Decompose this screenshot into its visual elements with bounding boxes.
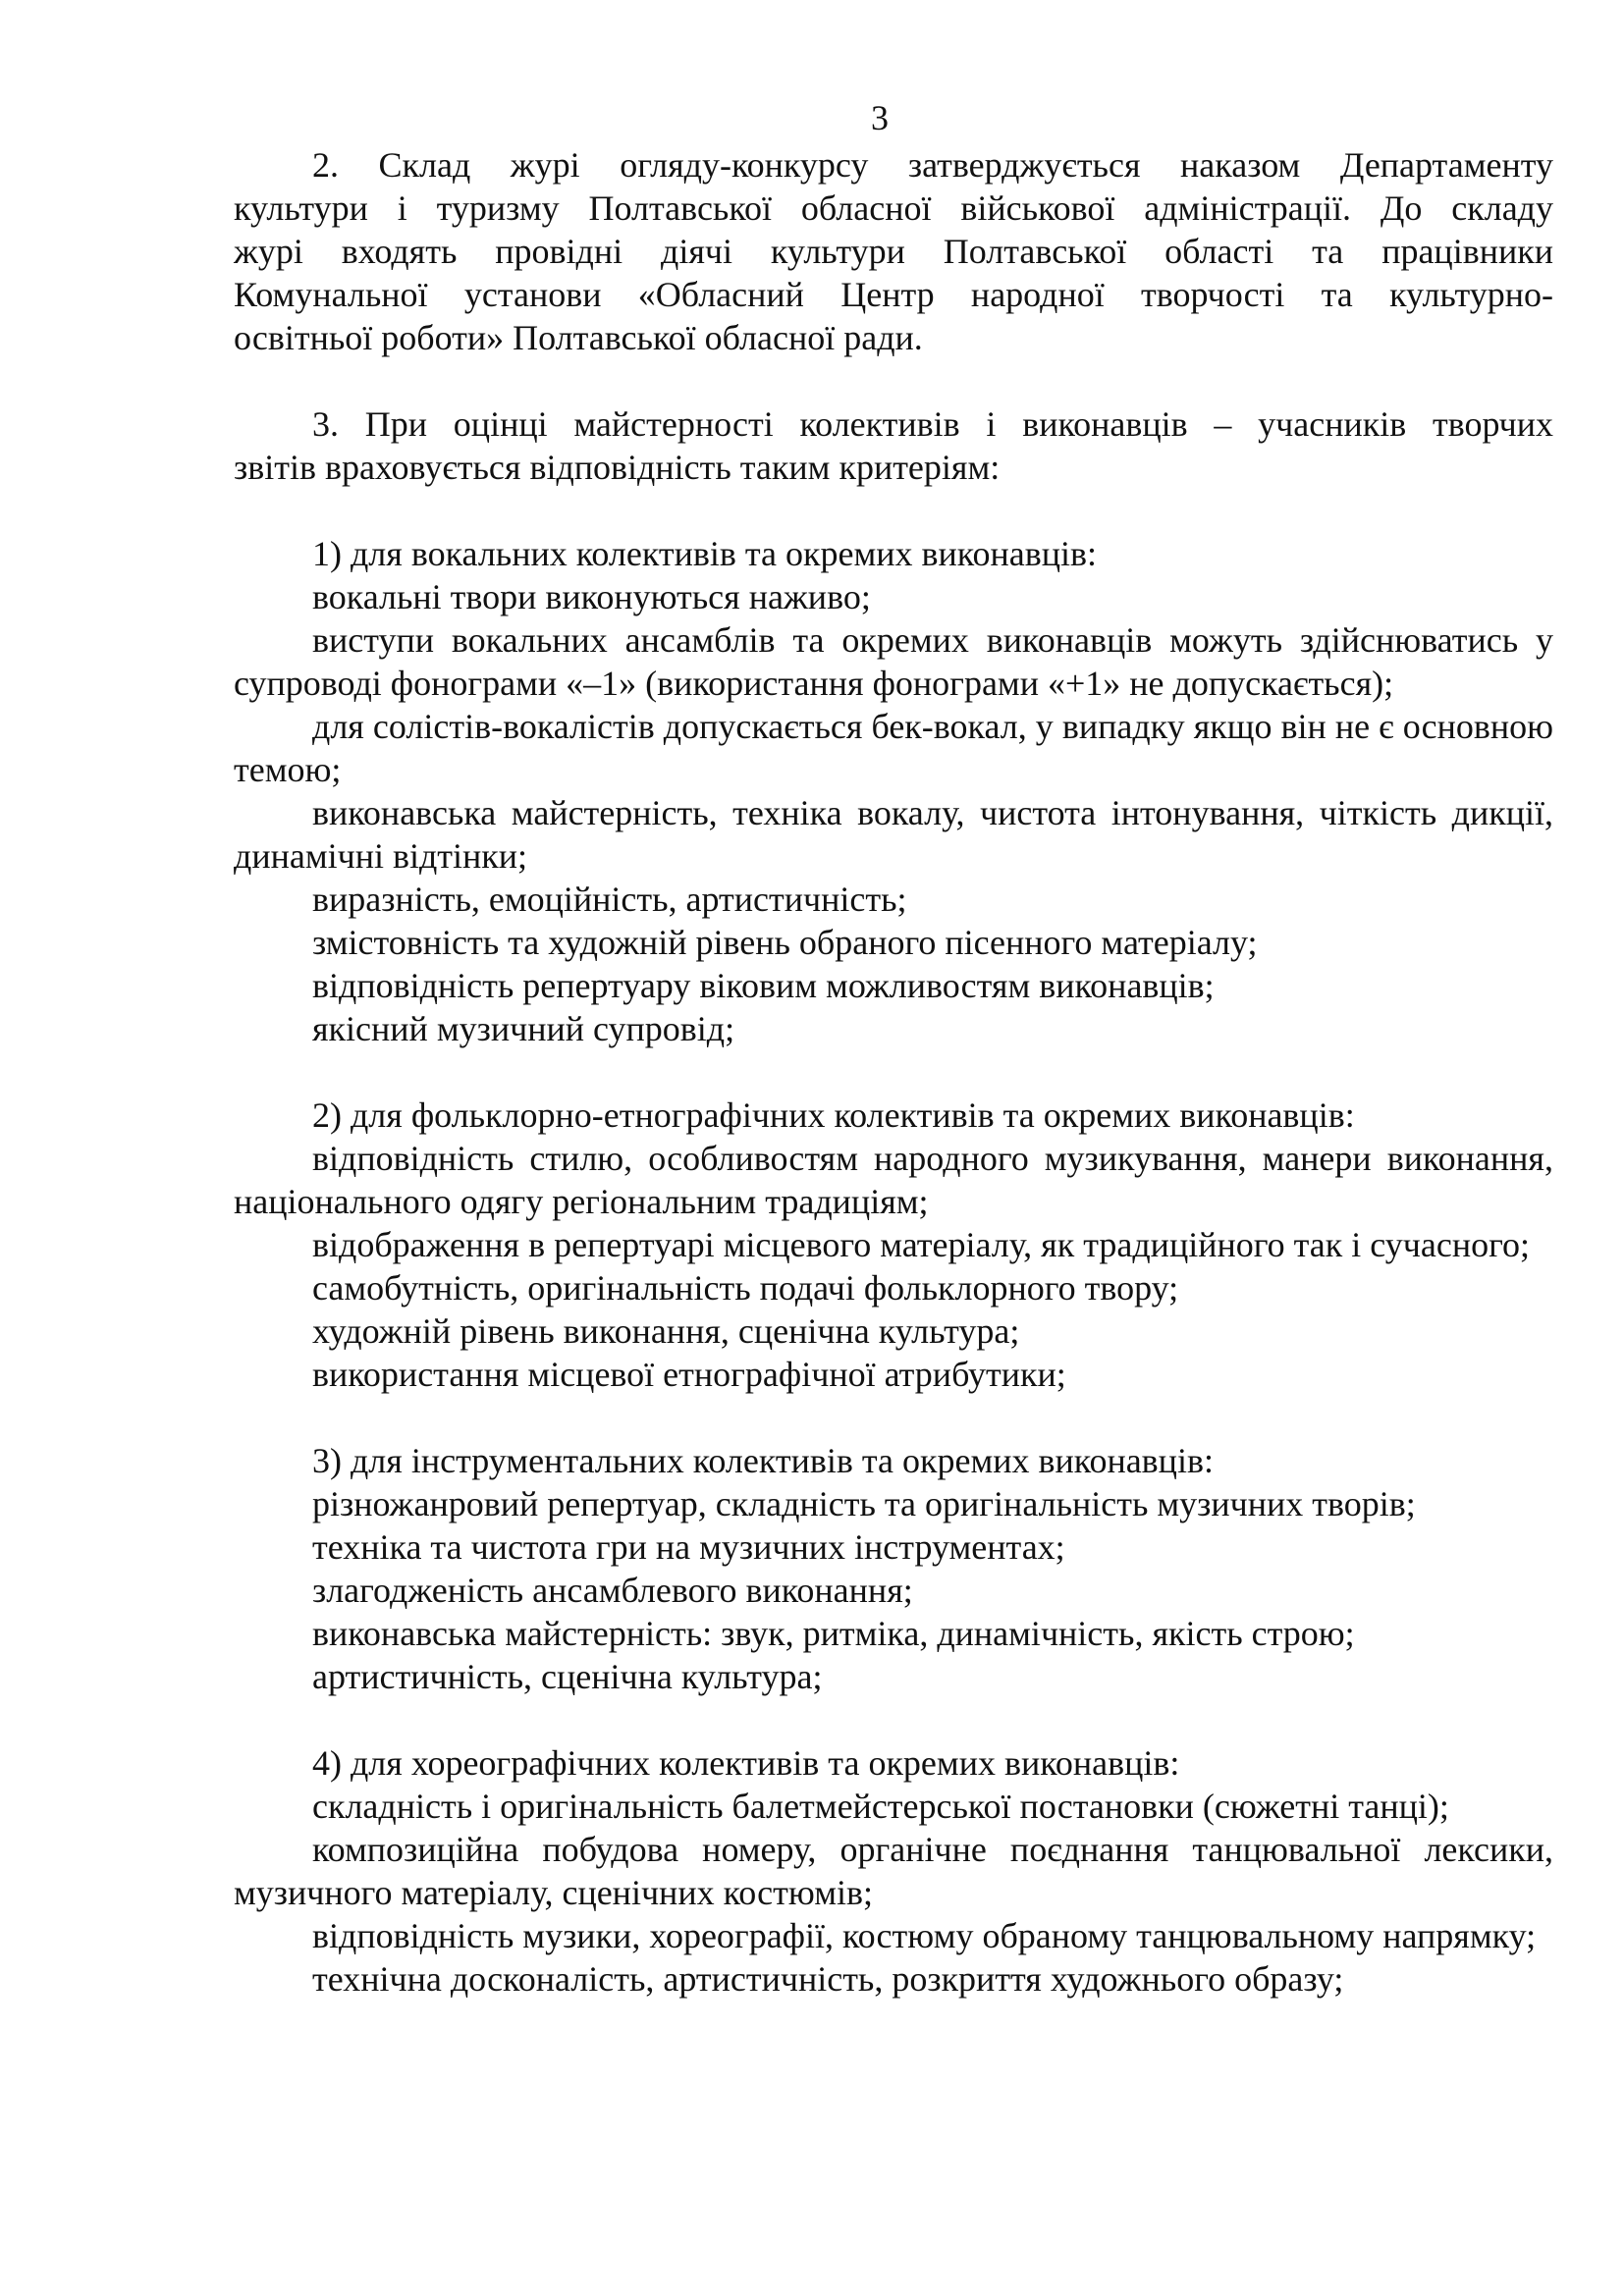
criteria-section-instrumental [234,1439,1553,1698]
criteria-item: артистичність, сценічна культура; [312,1657,823,1696]
criteria-section-choreography [234,1741,1553,2001]
text-line: журі входять провідні діячі культури Полтавської області та працівники [234,232,1553,271]
criteria-item: техніка та чистота гри на музичних інструментах; [312,1527,1065,1567]
criteria-item: художній рівень виконання, сценічна культура; [312,1311,1020,1351]
criteria-section-vocal [234,532,1553,1050]
criteria-item: відповідність репертуару віковим можливостям виконавців; [312,966,1215,1005]
criteria-item: складність і оригінальність балетмейстерської постановки (сюжетні танці); [312,1787,1449,1826]
section-heading: 1) для вокальних колективів та окремих виконавців: [312,534,1097,573]
page-number: 3 [871,98,889,137]
paragraph-jury-composition [234,143,1553,359]
criteria-item: використання місцевої етнографічної атрибутики; [312,1355,1066,1394]
criteria-item: різножанровий репертуар, складність та оригінальність музичних творів; [312,1484,1416,1523]
criteria-item: відповідність стилю, особливостям народного музикування, манери виконання, національного одягу регіональним традиціям; [234,1139,1553,1221]
criteria-item: виступи вокальних ансамблів та окремих виконавців можуть здійснюватись у супроводі фонограми «–1» (використання фонограми «+1» не допускається); [234,620,1553,703]
criteria-item: технічна досконалість, артистичність, розкриття художнього образу; [312,1959,1344,1999]
criteria-item: виразність, емоційність, артистичність; [312,880,907,919]
text-line: звітів враховується відповідність таким критеріям: [234,448,1001,487]
criteria-item: для солістів-вокалістів допускається бек-вокал, у випадку якщо він не є основною темою; [234,707,1553,789]
criteria-item: вокальні твори виконуються наживо; [312,577,871,616]
text-line: культури і туризму Полтавської обласної військової адміністрації. До складу [234,188,1553,228]
section-heading: 2) для фольклорно-етнографічних колективів та окремих виконавців: [312,1095,1355,1135]
text-line: Комунальної установи «Обласний Центр народної творчості та культурно- [234,275,1553,314]
criteria-item: змістовність та художній рівень обраного пісенного матеріалу; [312,923,1258,962]
text-line: 3. При оцінці майстерності колективів і виконавців – учасників творчих [312,404,1553,444]
criteria-item: самобутність, оригінальність подачі фольклорного твору; [312,1268,1179,1308]
paragraph-evaluation-criteria [234,402,1553,489]
criteria-item: відповідність музики, хореографії, костюму обраному танцювальному напрямку; [312,1916,1537,1955]
criteria-item: якісний музичний супровід; [312,1009,735,1048]
criteria-item: виконавська майстерність, техніка вокалу, чистота інтонування, чіткість дикції, динамічні відтінки; [234,793,1553,876]
criteria-item: композиційна побудова номеру, органічне поєднання танцювальної лексики, музичного матеріалу, сценічних костюмів; [234,1830,1553,1912]
criteria-item: відображення в репертуарі місцевого матеріалу, як традиційного так і сучасного; [312,1225,1530,1264]
section-heading: 3) для інструментальних колективів та окремих виконавців: [312,1441,1214,1480]
criteria-item: виконавська майстерність: звук, ритміка, динамічність, якість строю; [312,1614,1355,1653]
section-heading: 4) для хореографічних колективів та окремих виконавців: [312,1743,1180,1783]
criteria-section-folklore [234,1094,1553,1396]
text-line: освітньої роботи» Полтавської обласної ради. [234,318,923,357]
criteria-item: злагодженість ансамблевого виконання; [312,1571,913,1610]
text-line: 2. Склад журі огляду-конкурсу затверджується наказом Департаменту [312,145,1553,185]
